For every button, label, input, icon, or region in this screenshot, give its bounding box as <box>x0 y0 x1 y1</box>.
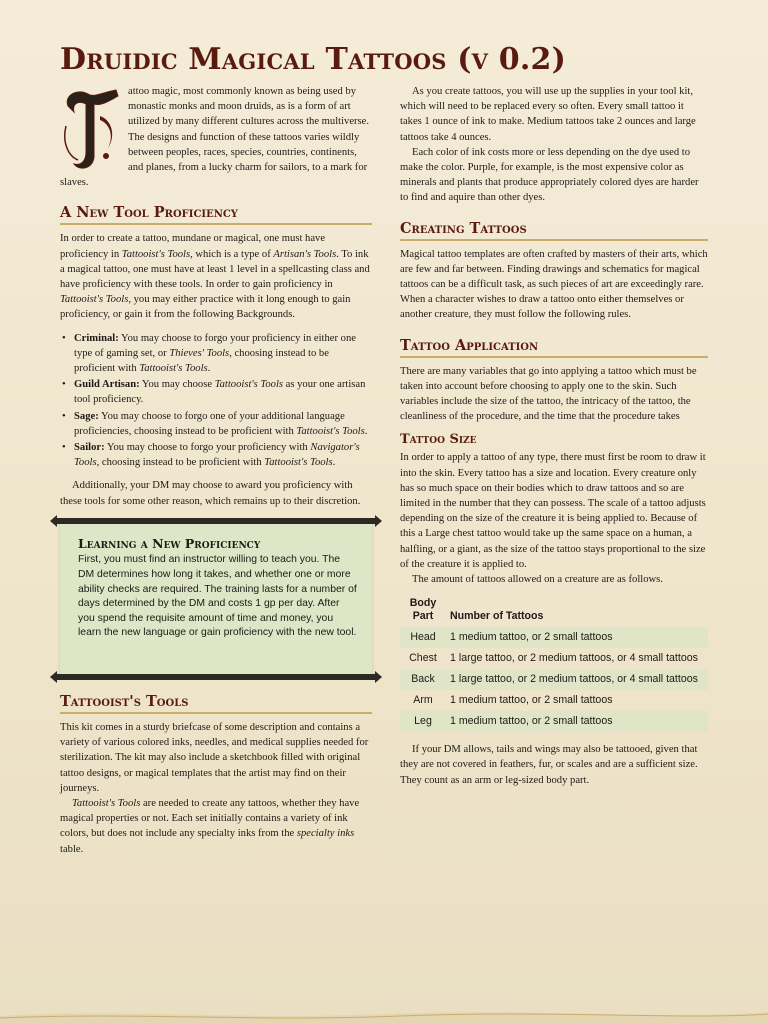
dropcap-icon <box>60 86 122 174</box>
table-row <box>400 648 708 669</box>
cell-count: 1 medium tattoo, or 2 small tattoos <box>450 694 613 707</box>
intro-text: attoo magic, most commonly known as being used by monastic monks and moon druids, as is a form of art utilized by many different cultures across the multiverse. The designs and function of these tattoos varies wildly between peoples, races, species, countries, continents, and planes, from a lucky charm for sailors, to a mark for slaves. <box>60 86 370 189</box>
heading-tattooists-tools: Tattooist's Tools <box>60 693 372 714</box>
col-header-number: Number of Tattoos <box>450 610 544 623</box>
cell-count: 1 medium tattoo, or 2 small tattoos <box>446 711 708 732</box>
cell-body-part: Head <box>400 627 446 648</box>
background-list <box>60 331 372 471</box>
footer-flourish-icon <box>0 994 768 1024</box>
tool-prof-additional: Additionally, your DM may choose to award you proficiency with these tools for some other reason, which remains up to their discretion. <box>60 480 361 507</box>
application-paragraph: There are many variables that go into applying a tattoo which must be taken into account before choosing to apply one to the skin. Such variables include the size of the tattoo, the intricacy of the tattoo, the cleanliness of the procedure, and the time that the procedure takes <box>400 365 697 423</box>
list-item-criminal: • Criminal: You may choose to forgo your proficiency in either one type of gaming set, or Thieves' Tools, choosing instead to be proficient with Tattooist's Tools. <box>74 331 372 377</box>
table-row <box>400 711 708 732</box>
tattoo-limit-table <box>400 595 708 732</box>
heading-tattoo-size: Tattoo Size <box>400 432 477 448</box>
tools-paragraph-1: This kit comes in a sturdy briefcase of some description and contains a variety of various colored inks, needles, and medical supplies needed for sterilization. The kit may also include a sketchbook filled with original tattoo designs, or magical templates that the artist may find on their journeys. <box>60 722 369 794</box>
table-row <box>400 690 708 711</box>
heading-tool-proficiency: A New Tool Proficiency <box>60 204 372 225</box>
cell-body-part: Leg <box>400 711 446 732</box>
page-title: Druidic Magical Tattoos (v 0.2) <box>60 42 566 77</box>
note-box <box>60 521 372 677</box>
cell-body-part: Arm <box>413 694 433 707</box>
list-item-sailor: • Sailor: You may choose to forgo your proficiency with Navigator's Tools, choosing instead to be proficient with Tattooist's Tools. <box>74 440 372 470</box>
table-row <box>400 627 708 648</box>
list-item-sage: • Sage: You may choose to forgo one of your additional language proficiencies, choosing instead to be proficient with Tattooist's Tools. <box>74 409 372 439</box>
intro-block <box>60 84 372 190</box>
note-top-bar <box>56 518 376 524</box>
table-header-row <box>400 595 708 627</box>
note-heading: Learning a New Proficiency <box>78 535 261 551</box>
cell-body-part: Back <box>400 669 446 690</box>
tails-wings-paragraph: If your DM allows, tails and wings may also be tattooed, given that they are not covered in feathers, fur, or scales and are a sufficient size. They count as an arm or leg-sized body part. <box>400 744 698 786</box>
right-column <box>400 84 708 788</box>
cell-count: 1 large tattoo, or 2 medium tattoos, or 4 small tattoos <box>450 652 698 665</box>
table-row <box>400 669 708 690</box>
tool-prof-paragraph: In order to create a tattoo, mundane or magical, one must have proficiency in Tattooist's Tools, which is a type of Artisan's Tools. To ink a magical tattoo, one must have at least 1 level in a spellcasting class and have proficiency with these tools. In order to gain proficiency in Tattooist's Tools, you may either practice with it long enough to gain proficiency, or gain it from the following Backgrounds. <box>60 233 370 321</box>
ink-color-paragraph: Each color of ink costs more or less depending on the dye used to make the color. Purple, for example, is the most expensive color as minerals and plants that produce appropriately colored dyes are harder to find and aquire than other dyes. <box>400 146 699 204</box>
cell-body-part: Chest <box>409 652 437 665</box>
heading-tattoo-application: Tattoo Application <box>400 337 708 358</box>
size-paragraph: In order to apply a tattoo of any type, there must first be room to draw it into the skin. Every tattoo has a size and location. Every creature only has so much space on their bodies which to draw tattoos and so are limited in the number that they can possess. The scale of a tattoo adjusts depending on the size of the creature it is being applied to. Because of this a Large chest tattoo would take up the same space on a human, a halfling, or a giant, as the size of the tattoo stays proportional to the size of the creature it is applied to. <box>400 452 706 570</box>
heading-creating-tattoos: Creating Tattoos <box>400 220 708 241</box>
list-item-guild-artisan: • Guild Artisan: You may choose Tattooist's Tools as your one artisan tool proficiency. <box>74 377 372 407</box>
dropcap-ornament <box>60 86 122 174</box>
cell-count: 1 medium tattoo, or 2 small tattoos <box>446 627 708 648</box>
creating-paragraph: Magical tattoo templates are often crafted by masters of their arts, which are few and far between. Finding drawings and schematics for magical tattoos can be a difficult task, as such pieces of art are exceedingly rare. When a character wishes to draw a tattoo onto either themselves or another creature, they must follow the following rules. <box>400 248 708 321</box>
note-body: First, you must find an instructor willing to teach you. The DM determines how long it takes, and whether one or more ability checks are required. The training lasts for a number of days determined by the DM and costs 1 gp per day. After you spend the requisite amount of time and money, you learn the new language or gain proficiency with the new tool. <box>78 554 357 639</box>
cell-count: 1 large tattoo, or 2 medium tattoos, or 4 small tattoos <box>446 669 708 690</box>
size-intro-table: The amount of tattoos allowed on a creature are as follows. <box>412 574 663 586</box>
col-header-body-part: Body Part <box>409 597 437 623</box>
supplies-paragraph: As you create tattoos, you will use up the supplies in your tool kit, which will need to be replaced every so often. Every small tattoo it takes 1 ounce of ink to make. Medium tattoos take 2 ounces and large tattoos take 4 ounces. <box>400 86 696 143</box>
left-column <box>60 84 372 857</box>
note-bottom-bar <box>56 674 376 680</box>
tools-paragraph-2: Tattooist's Tools are needed to create any tattoos, whether they have magical properties or not. Each set initially contains a variety of ink colors, but does not include any specialty inks from the specialty inks table. <box>60 798 360 855</box>
